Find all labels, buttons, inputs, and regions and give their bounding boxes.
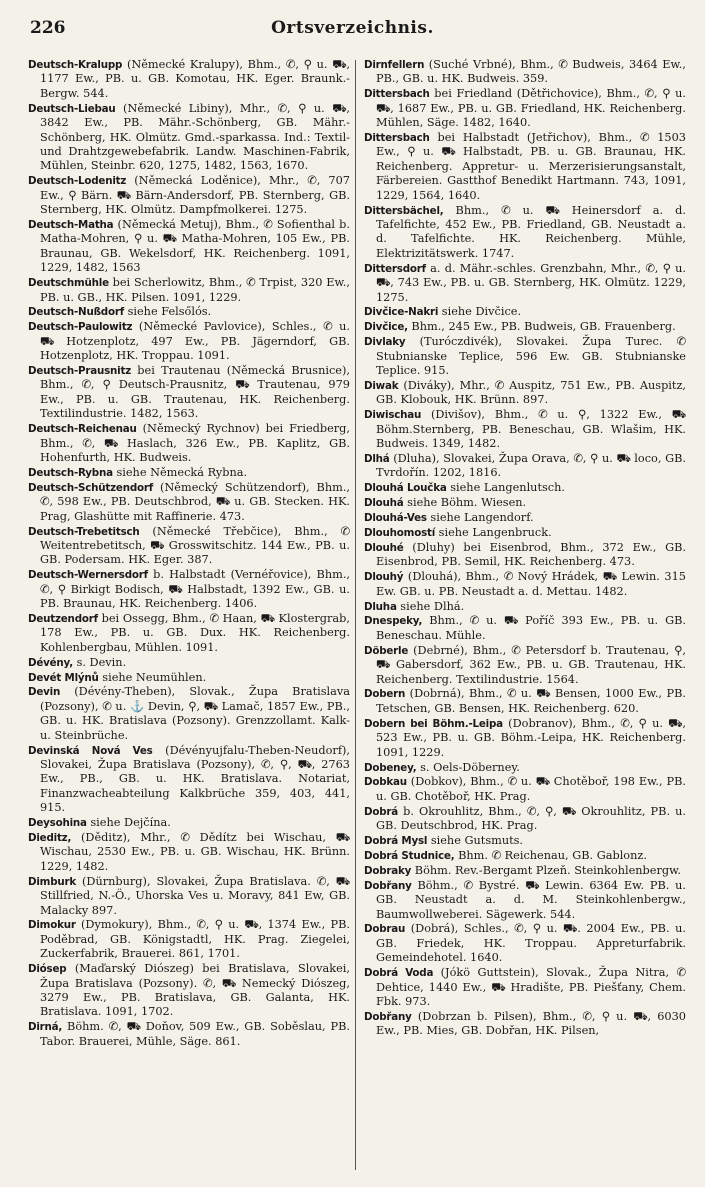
gazetteer-entry — [28, 481, 350, 524]
page-title: Ortsverzeichnis. — [271, 18, 434, 38]
entry-headword: Deutsch-Lodenitz — [28, 175, 127, 188]
entry-text: siehe Dejčína. — [86, 816, 171, 830]
entry-text: (Debrné), Bhm., ✆ Petersdorf b. Trautenau, ⚲, ⛟ Gabersdorf, 362 Ew., PB. u. GB. Trautenau, HK. Reichenberg. Textilindustrie. 1564. — [376, 643, 686, 686]
entry-headword: Devét Mlýnů — [28, 671, 99, 684]
entry-headword: Dobrá Voda — [364, 967, 434, 980]
entry-text: bei Trautenau (Německá Brusnice), Bhm., ✆, ⚲ Deutsch-Prausnitz, ⛟ Trautenau, 979 Ew., PB. u. GB. Trautenau, HK. Reichenberg. Textilindustrie. 1482, 1563. — [40, 364, 350, 421]
entry-text: Böhm. Rev.-Bergamt Plzeň. Steinkohlenbergw. — [411, 863, 682, 877]
entry-text: (Dymokury), Bhm., ✆, ⚲ u. ⛟, 1374 Ew., PB. Poděbrad, GB. Königstadtl, HK. Prag. Ziegelei, Zuckerfabrik, Brauerei. 861, 1701. — [40, 918, 350, 961]
gazetteer-entry — [364, 204, 686, 262]
entry-headword: Devin — [28, 686, 61, 699]
entry-headword: Dittersbach — [364, 88, 430, 101]
entry-headword: Diósep — [28, 963, 67, 976]
entry-headword: Deutschmühle — [28, 277, 109, 290]
entry-headword: Dirná, — [28, 1021, 63, 1034]
column-divider — [355, 60, 356, 1170]
gazetteer-entry — [364, 526, 686, 540]
entry-text: bei Halbstadt (Jetřichov), Bhm., ✆ 1503 Ew., ⚲ u. ⛟ Halbstadt, PB. u. GB. Braunau, HK. Reichenberg. Appretur- u. Merzerisierungsanstalt, Färbereien. Gastthof Benedikt Hartmann. 743, 1091, 1229, 1564, 1640. — [376, 131, 686, 202]
gazetteer-entry — [28, 568, 350, 611]
entry-headword: Devinská Nová Ves — [28, 744, 153, 757]
gazetteer-entry — [28, 305, 350, 319]
entry-headword: Divlaky — [364, 336, 406, 349]
entry-text: (Německý Rychnov) bei Friedberg, Bhm., ✆, ⛟ Haslach, 326 Ew., PB. Kaplitz, GB. Hohenfurth, HK. Budweis. — [40, 422, 350, 464]
entry-text: (Dürnburg), Slovakei, Župa Bratislava. ✆, ⛟ Stillfried, N.-Ö., Uhorska Ves u. Moravy, 841 Ew, GB. Malacky 897. — [40, 874, 350, 917]
entry-headword: Deutsch-Paulowitz — [28, 321, 133, 334]
entry-text: siehe Langenlutsch. — [446, 481, 565, 495]
gazetteer-entry — [364, 496, 686, 510]
entry-text: s. Devin. — [72, 655, 127, 669]
entry-headword: Deutsch-Reichenau — [28, 423, 137, 436]
entry-headword: Dnespeky, — [364, 615, 423, 628]
entry-text: bei Ossegg, Bhm., ✆ Haan, ⛟ Klostergrab, 178 Ew., PB. u. GB. Dux. HK. Reichenberg. Kohlenbergbau, Mühlen. 1091. — [40, 611, 350, 654]
entry-headword: Dobern bei Böhm.-Leipa — [364, 717, 503, 730]
gazetteer-entry — [28, 276, 350, 305]
entry-text: Bhm., 245 Ew., PB. Budweis, GB. Frauenberg. — [407, 320, 676, 334]
gazetteer-entry — [28, 525, 350, 568]
gazetteer-entry — [28, 656, 350, 670]
entry-headword: Dittersbach — [364, 132, 430, 145]
entry-text: siehe Böhm. Wiesen. — [403, 496, 527, 510]
gazetteer-entry — [364, 922, 686, 965]
entry-headword: Dimburk — [28, 875, 77, 888]
entry-text: s. Oels-Döberney. — [416, 760, 520, 774]
entry-text: b. Okrouhlitz, Bhm., ✆, ⚲, ⛟ Okrouhlitz, PB. u. GB. Deutschbrod, HK. Prag. — [376, 804, 686, 833]
entry-text: Bhm., ✆ u. ⛟ Heinersdorf a. d. Tafelfichte, 452 Ew., PB. Friedland, GB. Neustadt a. d. Tafelfichte. HK. Reichenberg. Mühle, Elektrizitätswerk. 1747. — [376, 203, 686, 260]
gazetteer-entry — [364, 131, 686, 203]
gazetteer-entry — [28, 174, 350, 217]
entry-headword: Dlouhý — [364, 571, 404, 584]
gazetteer-entry — [364, 775, 686, 804]
gazetteer-entry — [364, 849, 686, 863]
entry-text: (Turóczdivék), Slovakei. Župa Turec. ✆ Stubnianske Teplice, 596 Ew. GB. Stubnianske Teplice. 915. — [376, 335, 686, 378]
entry-text: (Německé Třebčice), Bhm., ✆ Weitentrebetitsch, ⛟ Grosswitschitz. 144 Ew., PB. u. GB. Podersam. HK. Eger. 387. — [40, 524, 350, 567]
entry-text: Böhm. ✆, ⛟ Doňov, 509 Ew., GB. Soběslau, PB. Tabor. Brauerei, Mühle, Säge. 861. — [40, 1020, 350, 1048]
entry-text: (Dlouhá), Bhm., ✆ Nový Hrádek, ⛟ Lewin. 315 Ew. GB. u. PB. Neustadt a. d. Mettau. 1482. — [376, 570, 686, 598]
entry-text: b. Halbstadt (Vernéřovice), Bhm., ✆, ⚲ Birkigt Bodisch, ⛟ Halbstadt, 1392 Ew., GB. u. PB. Braunau, HK. Reichenberg. 1406. — [40, 568, 350, 611]
entry-text: (Jókö Guttstein), Slovak., Župa Nitra, ✆ Dehtice, 1440 Ew., ⛟ Hradište, PB. Piešťany, Chem. Fbk. 973. — [376, 966, 686, 1008]
entry-headword: Dlouhé — [364, 541, 404, 554]
gazetteer-entry — [364, 864, 686, 878]
entry-headword: Dittersdorf — [364, 262, 426, 275]
entry-text: siehe Felsőlós. — [123, 305, 212, 319]
entry-headword: Deutzendorf — [28, 612, 98, 625]
entry-text: (Maďarský Diószeg) bei Bratislava, Slovakei, Župa Bratislava (Pozsony). ✆, ⛟ Nemecký Diószeg, 3279 Ew., PB. Bratislava, GB. Galanta, HK. Bratislava. 1091, 1702. — [40, 962, 350, 1019]
entry-headword: Dimokur — [28, 919, 76, 932]
gazetteer-entry — [364, 614, 686, 643]
gazetteer-entry — [364, 335, 686, 378]
right-column — [364, 58, 686, 1176]
gazetteer-entry — [364, 687, 686, 716]
gazetteer-entry — [364, 87, 686, 130]
entry-headword: Deutsch-Liebau — [28, 102, 116, 115]
entry-text: (Dobrá), Schles., ✆, ⚲ u. ⛟. 2004 Ew., PB. u. GB. Friedek, HK. Troppau. Appreturfabrik. Gemeindehotel. 1640. — [376, 922, 686, 965]
entry-headword: Dlhá — [364, 452, 390, 465]
entry-headword: Diwak — [364, 379, 399, 392]
entry-text: (Divišov), Bhm., ✆ u. ⚲, 1322 Ew., ⛟ Böhm.Sternberg, PB. Beneschau, GB. Wlašim, HK. Budweis. 1349, 1482. — [376, 408, 686, 451]
gazetteer-entry — [28, 612, 350, 655]
entry-headword: Dobrá Studnice, — [364, 849, 455, 862]
entry-headword: Dobřany — [364, 879, 412, 892]
entry-headword: Deutsch-Rybna — [28, 466, 113, 479]
gazetteer-entry — [28, 918, 350, 961]
entry-headword: Deysohina — [28, 817, 87, 830]
gazetteer-entry — [28, 744, 350, 816]
entry-text: (Německé Pavlovice), Schles., ✆ u. ⛟ Hotzenplotz, 497 Ew., PB. Jägerndorf, GB. Hotzenplotz, HK. Troppau. 1091. — [40, 320, 350, 363]
gazetteer-entry — [364, 761, 686, 775]
gazetteer-entry — [28, 364, 350, 422]
left-column — [28, 58, 350, 1176]
entry-text: a. d. Mähr.-schles. Grenzbahn, Mhr., ✆, ⚲ u. ⛟, 743 Ew., PB. u. GB. Sternberg, HK. Olmütz. 1229, 1275. — [376, 261, 686, 304]
gazetteer-entry — [364, 541, 686, 570]
entry-text: (Německé Kralupy), Bhm., ✆, ⚲ u. ⛟, 1177 Ew., PB. u. GB. Komotau, HK. Eger. Braunk.-Bergw. 544. — [40, 58, 350, 100]
entry-text: (Německá Metuj), Bhm., ✆ Sofienthal b. Matha-Mohren, ⚲ u. ⛟ Matha-Mohren, 105 Ew., PB. Braunau, GB. Wekelsdorf, HK. Reichenberg. 1091, 1229, 1482, 1563 — [40, 217, 350, 275]
gazetteer-entry — [364, 408, 686, 451]
entry-headword: Deutsch-Wernersdorf — [28, 569, 148, 582]
page-number: 226 — [30, 18, 66, 38]
entry-text: (Dobkov), Bhm., ✆ u. ⛟ Chotěboř, 198 Ew., PB. u. GB. Chotěboř, HK. Prag. — [376, 775, 686, 803]
entry-text: bei Scherlowitz, Bhm., ✆ Trpist, 320 Ew., PB. u. GB., HK. Pilsen. 1091, 1229. — [40, 276, 350, 304]
entry-text: (Německá Loděnice), Mhr., ✆, 707 Ew., ⚲ Bärn. ⛟ Bärn-Andersdorf, PB. Sternberg, GB. Sternberg, HK. Olmütz. Dampfmolkerei. 1275. — [40, 174, 350, 217]
entry-headword: Dévény, — [28, 656, 73, 669]
entry-text: (Dévény-Theben), Slovak., Župa Bratislava (Pozsony), ✆ u. ⚓ Devin, ⚲, ⛟ Lamač, 1857 Ew., PB., GB. u. HK. Bratislava (Pozsony). Grenzzollamt. Kalk- u. Steinbrüche. — [40, 685, 350, 742]
gazetteer-entry — [364, 600, 686, 614]
entry-text: (Německý Schützendorf), Bhm., ✆, 598 Ew., PB. Deutschbrod, ⛟ u. GB. Stecken. HK. Prag, Glashütte mit Raffinerie. 473. — [40, 480, 350, 523]
gazetteer-entry — [28, 102, 350, 174]
entry-headword: Deutsch-Prausnitz — [28, 365, 132, 378]
gazetteer-entry — [364, 1010, 686, 1039]
entry-text: siehe Neumühlen. — [98, 670, 207, 684]
gazetteer-entry — [364, 320, 686, 334]
gazetteer-entry — [28, 962, 350, 1020]
entry-text: (Diváky), Mhr., ✆ Auspitz, 751 Ew., PB. Auspitz, GB. Klobouk, HK. Brünn. 897. — [376, 378, 686, 407]
entry-headword: Dirnfellern — [364, 59, 425, 71]
gazetteer-entry — [364, 58, 686, 87]
entry-headword: Dobraky — [364, 864, 412, 877]
gazetteer-entry — [364, 834, 686, 848]
gazetteer-entry — [364, 262, 686, 305]
entry-text: (Dobrzan b. Pilsen), Bhm., ✆, ⚲ u. ⛟, 6030 Ew., PB. Mies, GB. Dobřan, HK. Pilsen, — [376, 1009, 686, 1038]
entry-headword: Diwischau — [364, 409, 422, 422]
entry-text: Bhm., ✆ u. ⛟ Poříč 393 Ew., PB. u. GB. Beneschau. Mühle. — [376, 614, 686, 642]
gazetteer-entry — [364, 511, 686, 525]
entry-headword: Deutsch-Matha — [28, 218, 114, 231]
gazetteer-entry — [28, 685, 350, 743]
entry-headword: Dobrau — [364, 923, 406, 936]
gazetteer-entry — [364, 717, 686, 760]
gazetteer-entry — [364, 879, 686, 922]
entry-text: siehe Divčice. — [438, 305, 522, 319]
gazetteer-entry — [364, 379, 686, 408]
entry-headword: Dobkau — [364, 776, 407, 789]
page-header — [30, 14, 675, 44]
gazetteer-entry — [28, 671, 350, 685]
entry-text: (Dobrná), Bhm., ✆ u. ⛟ Bensen, 1000 Ew., PB. Tetschen, GB. Bensen, HK. Reichenberg. 620. — [376, 687, 686, 715]
entry-headword: Deutsch-Kralupp — [28, 59, 123, 71]
entry-headword: Dieditz, — [28, 832, 72, 845]
gazetteer-entry — [28, 1020, 350, 1049]
entry-headword: Dobřany — [364, 1010, 412, 1023]
entry-text: (Dluhy) bei Eisenbrod, Bhm., 372 Ew., GB. Eisenbrod, PB. Semil, HK. Reichenberg. 473. — [376, 540, 686, 569]
gazetteer-entry — [364, 481, 686, 495]
gazetteer-entry — [28, 422, 350, 465]
entry-headword: Divčice-Nakri — [364, 306, 439, 319]
entry-text: Bhm. ✆ Reichenau, GB. Gablonz. — [454, 848, 647, 862]
gazetteer-entry — [28, 875, 350, 918]
entry-headword: Dlouhá Loučka — [364, 482, 447, 495]
entry-text: siehe Langendorf. — [426, 511, 534, 525]
entry-text: (Německé Libiny), Mhr., ✆, ⚲ u. ⛟, 3842 Ew., PB. Mähr.-Schönberg, GB. Mähr.-Schönberg, HK. Olmütz. Gmd.-sparkassa. Ind.: Textil- und Drahtzgewebefabrik. Landw. Maschinen-Fabrik, Mühlen, Steinbr. 620, 1275, 1482, 1563, 1670. — [40, 101, 350, 173]
entry-headword: Dobrá Mysl — [364, 835, 428, 848]
gazetteer-entry — [364, 452, 686, 481]
entry-headword: Dittersbächel, — [364, 204, 444, 217]
entry-text: (Děditz), Mhr., ✆ Dědítz bei Wischau, ⛟ Wischau, 2530 Ew., PB. u. GB. Wischau, HK. Brünn. 1229, 1482. — [40, 831, 350, 873]
entry-headword: Dobeney, — [364, 761, 417, 774]
gazetteer-entry — [28, 320, 350, 363]
entry-text: siehe Langenbruck. — [435, 526, 552, 539]
entry-headword: Divčice, — [364, 321, 408, 334]
gazetteer-entry — [364, 644, 686, 687]
entry-text: siehe Německá Rybna. — [112, 465, 248, 479]
entry-text: (Dévényujfalu-Theben-Neudorf), Slovakei, Župa Bratislava (Pozsony), ✆, ⚲, ⛟, 2763 Ew., PB., GB. u. HK. Bratislava. Notariat, Finanzwacheabteilung Kalkbrüche 359, 403, 441, 915. — [40, 743, 350, 815]
entry-headword: Deutsch-Schützendorf — [28, 481, 154, 494]
entry-text: (Dluha), Slovakei, Župa Orava, ✆, ⚲ u. ⛟ loco, GB. Tvrdořín. 1202, 1816. — [376, 451, 686, 480]
entry-headword: Döberle — [364, 644, 409, 657]
entry-text: (Dobranov), Bhm., ✆, ⚲ u. ⛟, 523 Ew., PB. u. GB. Böhm.-Leipa, HK. Reichenberg. 1091, 1229. — [376, 716, 686, 759]
gazetteer-entry — [364, 570, 686, 599]
gazetteer-entry — [364, 966, 686, 1009]
gazetteer-entry — [28, 466, 350, 480]
entry-headword: Deutsch-Nußdorf — [28, 306, 124, 319]
gazetteer-entry — [364, 305, 686, 319]
gazetteer-entry — [28, 831, 350, 874]
entry-headword: Deutsch-Trebetitsch — [28, 525, 140, 538]
entry-headword: Dlouhomostí — [364, 527, 436, 539]
entry-text: bei Friedland (Dětřichovice), Bhm., ✆, ⚲ u. ⛟, 1687 Ew., PB. u. GB. Friedland, HK. Reichenberg. Mühlen, Säge. 1482, 1640. — [376, 87, 686, 130]
entry-headword: Dobern — [364, 688, 406, 701]
gazetteer-entry — [28, 58, 350, 101]
entry-text: (Suché Vrbné), Bhm., ✆ Budweis, 3464 Ew., PB., GB. u. HK. Budweis. 359. — [376, 58, 686, 86]
gazetteer-entry — [364, 805, 686, 834]
entry-headword: Dlouhá-Ves — [364, 512, 427, 525]
entry-text: siehe Gutsmuts. — [427, 834, 524, 848]
entry-headword: Dluha — [364, 600, 397, 613]
entry-text: siehe Dlhá. — [396, 599, 465, 613]
entry-headword: Dlouhá — [364, 497, 404, 510]
entry-headword: Dobrá — [364, 805, 399, 818]
entry-text: Böhm., ✆ Bystré. ⛟ Lewin. 6364 Ew. PB. u. GB. Neustadt a. d. M. Steinkohlenbergw., Baumwollweberei. Sägewerk. 544. — [376, 878, 686, 921]
gazetteer-entry — [28, 218, 350, 276]
gazetteer-entry — [28, 816, 350, 830]
